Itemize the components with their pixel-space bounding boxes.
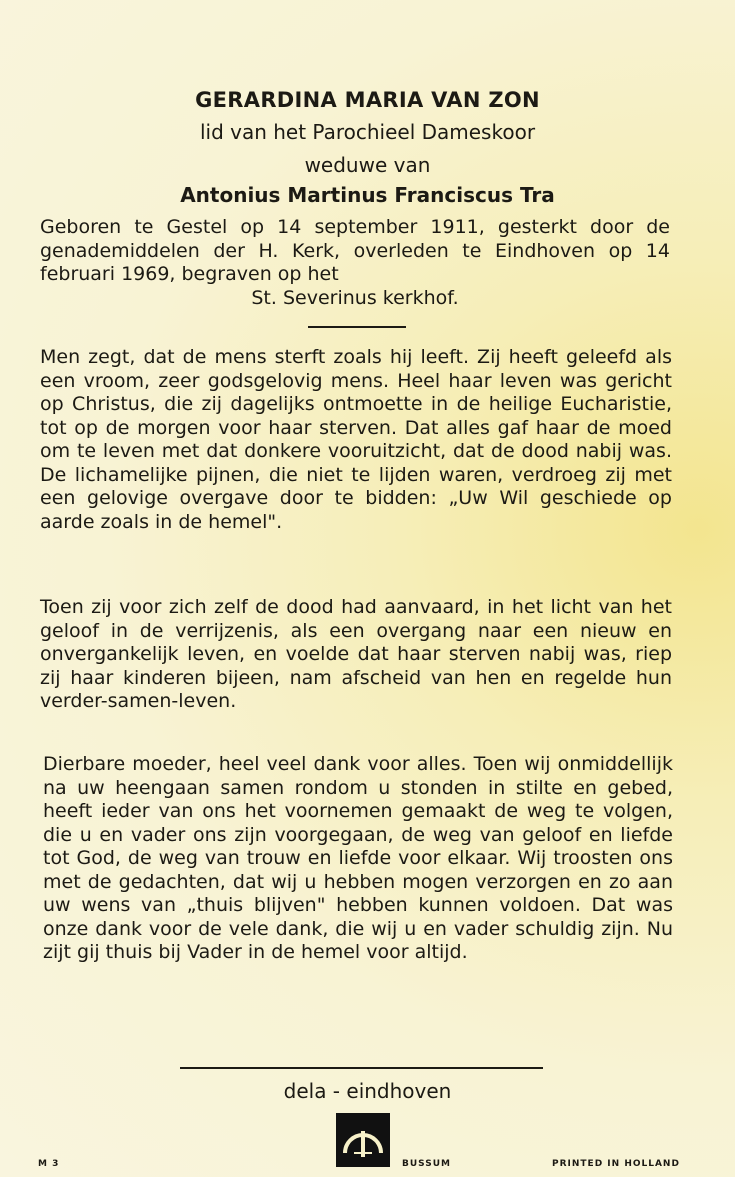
- drukkerij-logo-icon: [336, 1113, 390, 1167]
- print-code: M 3: [38, 1159, 60, 1169]
- paragraph-gratitude: Dierbare moeder, heel veel dank voor alles. Toen wij onmiddellijk na uw heengaan samen rondom u stonden in stilte en gebed, heeft ieder van ons het voornemen gemaakt de weg te volgen, die u en vader ons zijn voorgegaan, de weg van geloof en liefde tot God, de weg van trouw en liefde voor elkaar. Wij troosten ons met de gedachten, dat wij u hebben mogen verzorgen en zo aan uw wens van „thuis blijven" hebben kunnen voldoen. Dat was onze dank voor de vele dank, die wij u en vader schuldig zijn. Nu zijt gij thuis bij Vader in de hemel voor altijd.: [43, 753, 673, 963]
- burial-place-text: St. Severinus kerkhof.: [251, 286, 459, 309]
- paragraph-faith: Men zegt, dat de mens sterft zoals hij leeft. Zij heeft geleefd als een vroom, zeer godsgelovig mens. Heel haar leven was gericht op Christus, die zij dagelijks ontmoette in de heilige Eucharistie, tot op de morgen voor haar sterven. Dat alles gaf haar de moed om te leven met dat donkere vooruitzicht, dat de dood nabij was. De lichamelijke pijnen, die niet te lijden waren, verdroeg zij met een gelovige overgave door te bidden: „Uw Wil geschiede op aarde zoals in de hemel".: [40, 346, 672, 533]
- husband-name: Antonius Martinus Franciscus Tra: [180, 183, 555, 207]
- publisher-name: dela - eindhoven: [283, 1079, 452, 1103]
- print-city: BUSSUM: [402, 1159, 451, 1169]
- choir-membership: lid van het Parochieel Dameskoor: [199, 120, 536, 144]
- birth-death-paragraph: [40, 216, 670, 310]
- birth-death-text: Geboren te Gestel op 14 september 1911, gesterkt door de genademiddelen der H. Kerk, overleden te Eindhoven op 14 februari 1969, begraven op het: [40, 216, 670, 285]
- paragraph-farewell: Toen zij voor zich zelf de dood had aanvaard, in het licht van het geloof in de verrijzenis, als een overgang naar een nieuw en onvergankelijk leven, en voelde dat haar sterven nabij was, riep zij haar kinderen bijeen, nam afscheid van hen en regelde hun verder-samen-leven.: [40, 596, 672, 712]
- deceased-name: GERARDINA MARIA VAN ZON: [195, 88, 540, 112]
- divider-short: [308, 326, 406, 328]
- printed-in-label: PRINTED IN HOLLAND: [552, 1159, 680, 1169]
- divider-long: [180, 1067, 543, 1069]
- widow-of-label: weduwe van: [304, 153, 431, 177]
